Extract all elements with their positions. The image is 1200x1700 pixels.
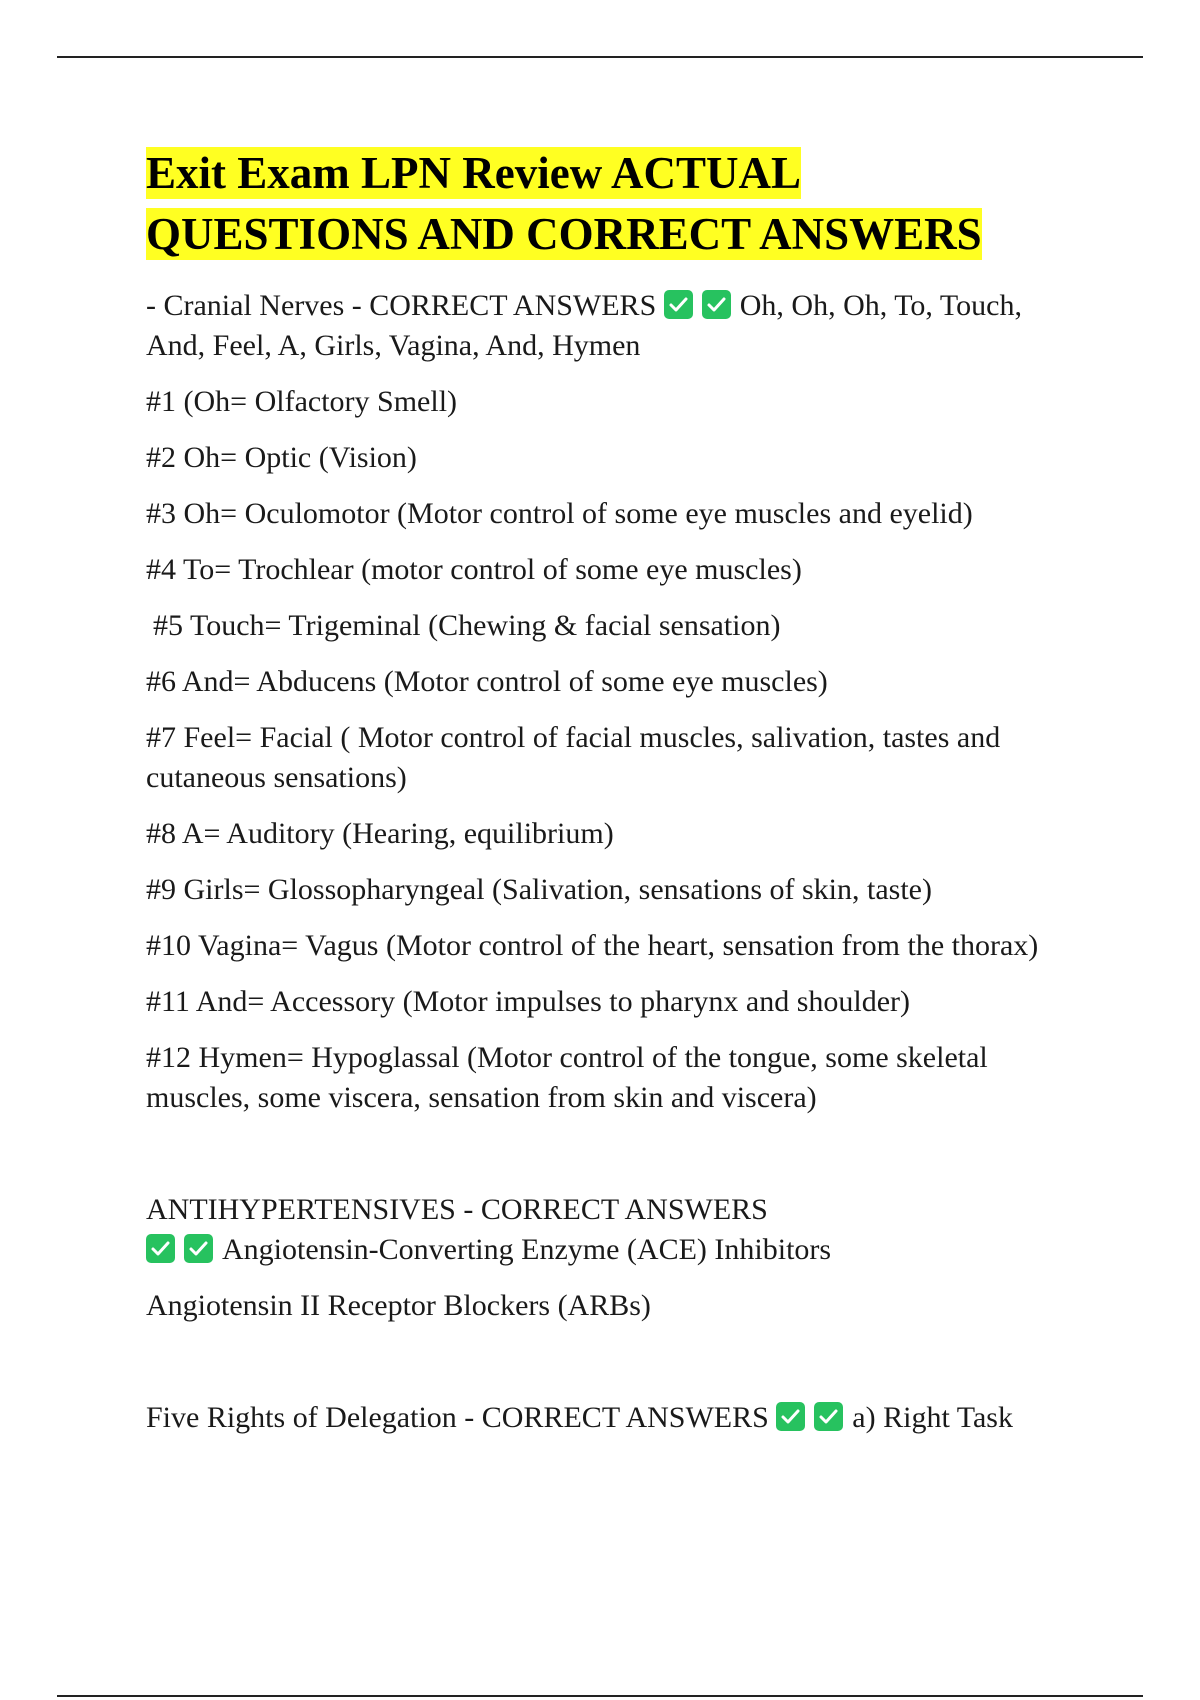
cranial-question: - Cranial Nerves - CORRECT ANSWERS [146,289,657,322]
document-title [146,143,1066,265]
antihypertensives-answer: Angiotensin-Converting Enzyme (ACE) Inhibitors [222,1233,832,1266]
document-body [146,143,1066,1438]
cranial-answer: Oh, Oh, Oh, To, Touch, And, Feel, A, Girls, Vagina, And, Hymen [146,289,1022,362]
cranial-item-10: #10 Vagina= Vagus (Motor control of the heart, sensation from the thorax) [146,929,1039,962]
top-rule [57,56,1143,58]
cranial-item-2: #2 Oh= Optic (Vision) [146,441,417,474]
cranial-item-11: #11 And= Accessory (Motor impulses to pharynx and shoulder) [146,985,911,1018]
delegation-answer: a) Right Task [852,1401,1013,1434]
check-mark-icon [702,290,731,319]
cranial-item-6: #6 And= Abducens (Motor control of some eye muscles) [146,665,828,698]
cranial-item-4: #4 To= Trochlear (motor control of some eye muscles) [146,553,802,586]
check-mark-icon [146,1234,175,1263]
check-mark-icon [184,1234,213,1263]
cranial-item-8: #8 A= Auditory (Hearing, equilibrium) [146,817,614,850]
cranial-item-3: #3 Oh= Oculomotor (Motor control of some eye muscles and eyelid) [146,497,973,530]
cranial-nerves-qa [146,286,1066,366]
title-line-1: Exit Exam LPN Review ACTUAL [146,148,801,198]
antihypertensives-question: ANTIHYPERTENSIVES - CORRECT ANSWERS [146,1193,768,1226]
check-mark-icon [664,290,693,319]
cranial-item-12: #12 Hymen= Hypoglassal (Motor control of the tongue, some skeletal muscles, some viscera, sensation from skin and viscera) [146,1041,988,1114]
title-line-2: QUESTIONS AND CORRECT ANSWERS [146,209,982,259]
antihypertensives-extra: Angiotensin II Receptor Blockers (ARBs) [146,1289,651,1322]
cranial-item-1: #1 (Oh= Olfactory Smell) [146,385,458,418]
delegation-qa [146,1398,1066,1438]
bottom-rule [57,1695,1143,1697]
check-mark-icon [776,1402,805,1431]
delegation-question: Five Rights of Delegation - CORRECT ANSWERS [146,1401,769,1434]
cranial-item-5: #5 Touch= Trigeminal (Chewing & facial sensation) [153,609,781,642]
cranial-item-7: #7 Feel= Facial ( Motor control of facial muscles, salivation, tastes and cutaneous sensations) [146,721,1001,794]
cranial-item-9: #9 Girls= Glossopharyngeal (Salivation, sensations of skin, taste) [146,873,932,906]
check-mark-icon [814,1402,843,1431]
antihypertensives-answer-line [146,1230,1066,1270]
